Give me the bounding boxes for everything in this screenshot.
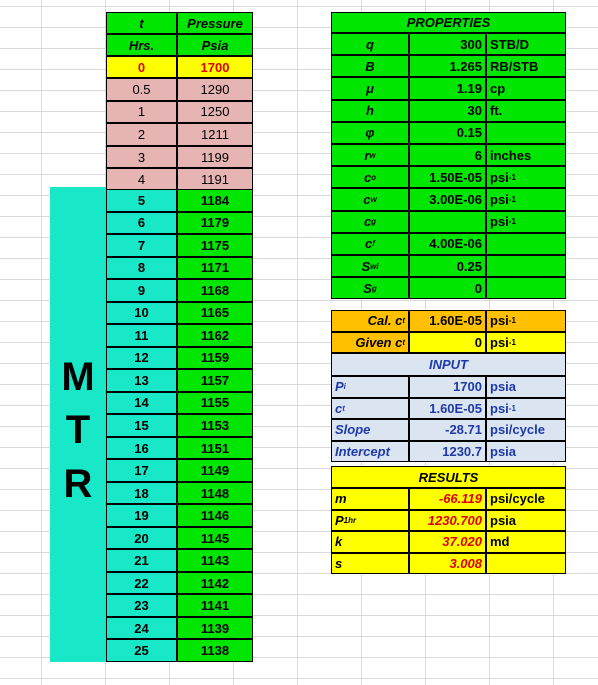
property-unit [486,211,566,233]
mtr-time-cell[interactable]: 10 [106,302,177,325]
symbol-text: c [363,214,372,230]
mtr-pressure-cell[interactable]: 1142 [177,572,253,595]
mtr-time-cell[interactable]: 6 [106,212,177,235]
unit-text: ft. [490,103,503,119]
unit-text: STB/D [490,36,529,52]
property-symbol [331,211,409,233]
result-value[interactable]: 1230.700 [409,510,486,532]
property-symbol [331,233,409,255]
input-label [331,376,409,398]
mtr-pressure-cell[interactable]: 1159 [177,347,253,370]
input-value[interactable]: 1230.7 [409,441,486,463]
label-subscript: i [343,382,346,392]
unit-superscript: -1 [508,172,516,182]
input-unit [486,398,566,420]
mtr-pressure-cell[interactable]: 1175 [177,234,253,257]
input-label [331,419,409,441]
mtr-time-cell[interactable]: 9 [106,279,177,302]
mtr-time-cell[interactable]: 16 [106,437,177,460]
input-unit [486,376,566,398]
mtr-pressure-cell[interactable]: 1162 [177,324,253,347]
early-pressure-cell[interactable]: 1250 [177,101,253,124]
mtr-time-cell[interactable]: 12 [106,347,177,370]
unit-text: psi [490,334,509,350]
input-label [331,441,409,463]
mtr-time-cell[interactable]: 17 [106,459,177,482]
property-value[interactable]: 300 [409,33,486,55]
input-value[interactable]: -28.71 [409,419,486,441]
mtr-pressure-cell[interactable]: 1146 [177,504,253,527]
unit-text: psi [490,400,509,416]
mtr-pressure-cell[interactable]: 1157 [177,369,253,392]
unit-text: psi [490,313,509,329]
input-value[interactable]: 1700 [409,376,486,398]
input-label [331,398,409,420]
early-time-cell[interactable]: 4 [106,168,177,191]
unit-text: psia [490,379,517,395]
mtr-pressure-cell[interactable]: 1143 [177,549,253,572]
symbol-text: S [363,280,372,296]
mtr-time-cell[interactable]: 21 [106,549,177,572]
property-value[interactable]: 4.00E-06 [409,233,486,255]
unit-superscript: -1 [508,316,516,326]
label-text: c [335,400,343,416]
label-subscript: 1hr [343,515,357,525]
result-label [331,488,409,510]
property-value[interactable]: 1.265 [409,55,486,77]
label-text: Given c [355,334,403,350]
symbol-text: c [363,191,371,207]
early-time-cell[interactable]: 2 [106,123,177,146]
result-unit [486,531,566,553]
label-text: m [335,491,347,507]
mtr-time-cell[interactable]: 24 [106,617,177,640]
mtr-pressure-cell[interactable]: 1184 [177,189,253,212]
unit-text: RB/STB [490,58,539,74]
mtr-time-cell[interactable]: 20 [106,527,177,550]
input-unit [486,419,566,441]
property-value[interactable]: 0 [409,277,486,299]
symbol-subscript: g [371,283,377,293]
property-value[interactable]: 0.15 [409,122,486,144]
property-value[interactable]: 3.00E-06 [409,188,486,210]
mtr-pressure-cell[interactable]: 1148 [177,482,253,505]
initial-time-cell[interactable]: 0 [106,56,177,78]
early-pressure-cell[interactable]: 1191 [177,168,253,191]
unit-text: inches [490,147,532,163]
unit-superscript: -1 [508,403,516,413]
symbol-subscript: g [371,217,377,227]
mtr-pressure-cell[interactable]: 1151 [177,437,253,460]
property-symbol [331,33,409,55]
label-text: k [335,534,343,550]
property-symbol [331,122,409,144]
label-text: Intercept [335,443,390,459]
property-value[interactable]: 1.19 [409,77,486,99]
label-text: Cal. c [367,313,403,329]
compressibility-label [331,310,409,332]
property-value[interactable]: 30 [409,100,486,122]
symbol-text: r [364,147,370,163]
property-unit [486,33,566,55]
symbol-text: q [366,36,374,52]
property-value[interactable]: 0.25 [409,255,486,277]
property-unit [486,255,566,277]
property-unit [486,55,566,77]
compressibility-value[interactable]: 0 [409,332,486,354]
mtr-time-cell[interactable]: 13 [106,369,177,392]
label-subscript: t [402,337,405,347]
unit-text: psi [490,191,509,207]
header-t: t [106,12,177,34]
symbol-text: φ [365,125,375,141]
mtr-time-cell[interactable]: 15 [106,414,177,437]
mtr-letter-m: M [61,355,95,399]
symbol-text: B [365,58,375,74]
mtr-time-cell[interactable]: 18 [106,482,177,505]
result-value[interactable]: 3.008 [409,553,486,575]
mtr-time-cell[interactable]: 22 [106,572,177,595]
property-unit [486,100,566,122]
property-value[interactable]: 6 [409,144,486,166]
early-time-cell[interactable]: 0.5 [106,78,177,101]
symbol-text: S [361,258,371,274]
mtr-time-cell[interactable]: 14 [106,392,177,415]
mtr-pressure-cell[interactable]: 1139 [177,617,253,640]
mtr-time-cell[interactable]: 11 [106,324,177,347]
compressibility-unit [486,310,566,332]
unit-superscript: -1 [508,337,516,347]
property-unit [486,233,566,255]
mtr-pressure-cell[interactable]: 1165 [177,302,253,325]
property-symbol [331,77,409,99]
symbol-text: c [365,236,373,252]
early-pressure-cell[interactable]: 1290 [177,78,253,101]
early-time-cell[interactable]: 1 [106,101,177,124]
property-symbol [331,277,409,299]
early-pressure-cell[interactable]: 1211 [177,123,253,146]
label-subscript: t [342,403,345,413]
mtr-pressure-cell[interactable]: 1168 [177,279,253,302]
result-unit [486,488,566,510]
unit-text: md [490,534,510,550]
symbol-subscript: f [372,239,375,249]
property-symbol [331,255,409,277]
property-unit [486,122,566,144]
property-symbol [331,166,409,188]
symbol-subscript: w [370,194,377,204]
mtr-region [50,187,106,662]
property-value[interactable]: 1.50E-05 [409,166,486,188]
results-title: RESULTS [331,466,566,488]
mtr-letter-r: R [63,462,93,506]
early-time-cell[interactable]: 3 [106,146,177,169]
property-unit [486,77,566,99]
symbol-text: c [363,169,372,185]
property-unit [486,277,566,299]
unit-superscript: -1 [508,194,516,204]
unit-superscript: -1 [508,217,516,227]
properties-title: PROPERTIES [331,12,566,33]
header-pressure: Pressure [177,12,253,34]
input-value[interactable]: 1.60E-05 [409,398,486,420]
mtr-letter-t: T [65,408,91,452]
mtr-time-cell[interactable]: 7 [106,234,177,257]
property-symbol [331,188,409,210]
symbol-subscript: w [369,150,376,160]
unit-text: psia [490,443,517,459]
mtr-time-cell[interactable]: 23 [106,594,177,617]
mtr-pressure-cell[interactable]: 1155 [177,392,253,415]
mtr-time-cell[interactable]: 8 [106,257,177,280]
label-text: s [335,555,343,571]
unit-text: psi/cycle [490,422,545,438]
unit-text: psi/cycle [490,491,545,507]
property-unit [486,188,566,210]
mtr-time-cell[interactable]: 5 [106,189,177,212]
compressibility-value[interactable]: 1.60E-05 [409,310,486,332]
symbol-text: h [366,103,374,119]
result-value[interactable]: -66.119 [409,488,486,510]
mtr-time-cell[interactable]: 25 [106,639,177,662]
symbol-subscript: o [371,172,377,182]
property-symbol [331,55,409,77]
result-label [331,553,409,575]
early-pressure-cell[interactable]: 1199 [177,146,253,169]
result-label [331,510,409,532]
header-psia: Psia [177,34,253,56]
label-subscript: t [402,316,405,326]
unit-text: psi [490,169,509,185]
mtr-pressure-cell[interactable]: 1145 [177,527,253,550]
label-text: P [335,512,344,528]
result-label [331,531,409,553]
initial-pressure-cell[interactable]: 1700 [177,56,253,78]
symbol-text: μ [366,80,374,96]
property-symbol [331,144,409,166]
compressibility-unit [486,332,566,354]
mtr-pressure-cell[interactable]: 1171 [177,257,253,280]
result-unit [486,553,566,575]
mtr-pressure-cell[interactable]: 1179 [177,212,253,235]
result-value[interactable]: 37.020 [409,531,486,553]
property-unit [486,166,566,188]
label-text: P [335,379,344,395]
mtr-time-cell[interactable]: 19 [106,504,177,527]
mtr-pressure-cell[interactable]: 1141 [177,594,253,617]
property-symbol [331,100,409,122]
symbol-subscript: wi [370,261,379,271]
result-unit [486,510,566,532]
mtr-pressure-cell[interactable]: 1153 [177,414,253,437]
mtr-pressure-cell[interactable]: 1149 [177,459,253,482]
input-unit [486,441,566,463]
header-hrs: Hrs. [106,34,177,56]
input-title: INPUT [331,353,566,376]
unit-text: psia [490,512,517,528]
unit-text: psi [490,214,509,230]
mtr-pressure-cell[interactable]: 1138 [177,639,253,662]
property-unit [486,144,566,166]
unit-text: cp [490,80,506,96]
label-text: Slope [335,422,371,438]
compressibility-label [331,332,409,354]
property-value[interactable] [409,211,486,233]
